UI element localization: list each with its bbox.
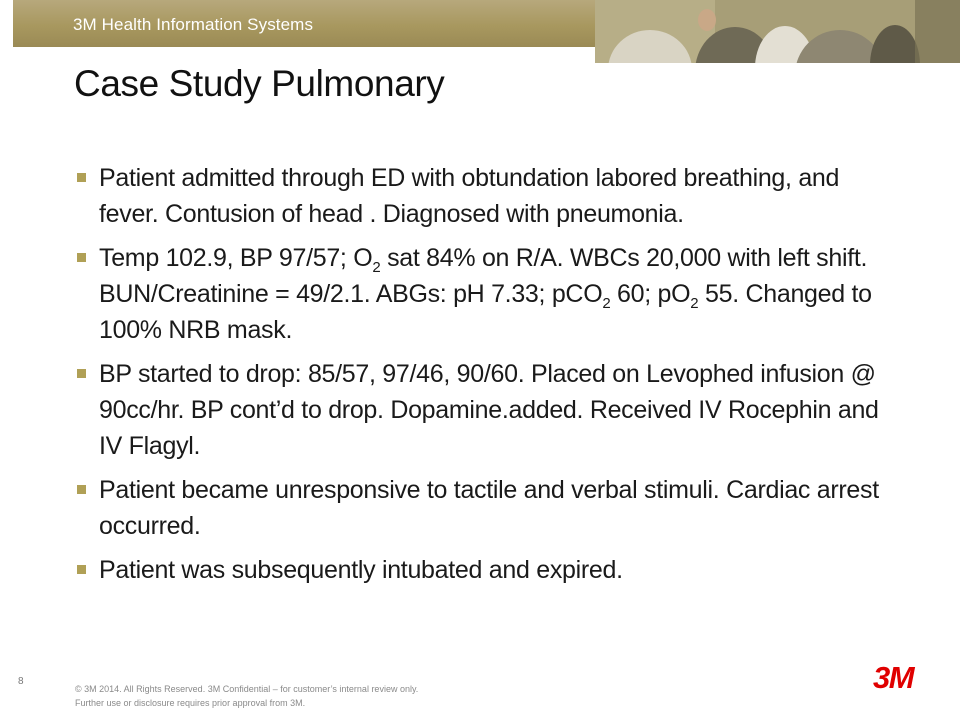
org-name: 3M Health Information Systems (73, 15, 314, 34)
subscript: 2 (690, 295, 699, 312)
bullet-item (74, 160, 894, 232)
bullet-text (99, 360, 879, 460)
text-run: Patient became unresponsive to tactile and verbal stimuli. Cardiac arrest occurred. (99, 476, 879, 540)
bullet-marker-icon (77, 369, 86, 378)
bullet-text (99, 164, 839, 228)
bullet-item (74, 472, 894, 544)
text-run: 55. Changed to 100% NRB mask. (99, 280, 872, 344)
bullet-text (99, 556, 623, 584)
copyright-line-2: Further use or disclosure requires prior approval from 3M. (75, 698, 306, 708)
text-run: 60; pO (610, 280, 691, 308)
text-run: sat 84% on R/A. WBCs 20,000 with left shift. BUN/Creatinine = 49/2.1. ABGs: pH 7.33; pCO (99, 244, 868, 308)
text-run: BP started to drop: 85/57, 97/46, 90/60. Placed on Levophed infusion @ 90cc/hr. BP cont’d to drop. Dopamine.added. Received IV Rocephin and IV Flagyl. (99, 360, 879, 460)
header-people-image (595, 0, 960, 63)
slide-title: Case Study Pulmonary (74, 63, 445, 104)
bullet-list (74, 160, 894, 588)
slide-number: 8 (18, 676, 24, 687)
bullet-text (99, 476, 879, 540)
text-run: Patient was subsequently intubated and expired. (99, 556, 623, 584)
text-run: Patient admitted through ED with obtundation labored breathing, and fever. Contusion of head . Diagnosed with pneumonia. (99, 164, 840, 228)
subscript: 2 (602, 295, 611, 312)
bullet-text (99, 244, 872, 344)
header-photo (595, 0, 960, 63)
bullet-marker-icon (77, 253, 86, 262)
bullet-marker-icon (77, 173, 86, 182)
bullet-marker-icon (77, 485, 86, 494)
text-run: Temp 102.9, BP 97/57; O (99, 244, 373, 272)
bullet-item (74, 356, 894, 464)
3m-logo: 3M (873, 660, 914, 695)
bullet-item (74, 240, 894, 348)
bullet-marker-icon (77, 565, 86, 574)
copyright-line-1: © 3M 2014. All Rights Reserved. 3M Confidential – for customer’s internal review only. (75, 684, 419, 694)
subscript: 2 (372, 259, 381, 276)
bullet-item (74, 552, 894, 588)
